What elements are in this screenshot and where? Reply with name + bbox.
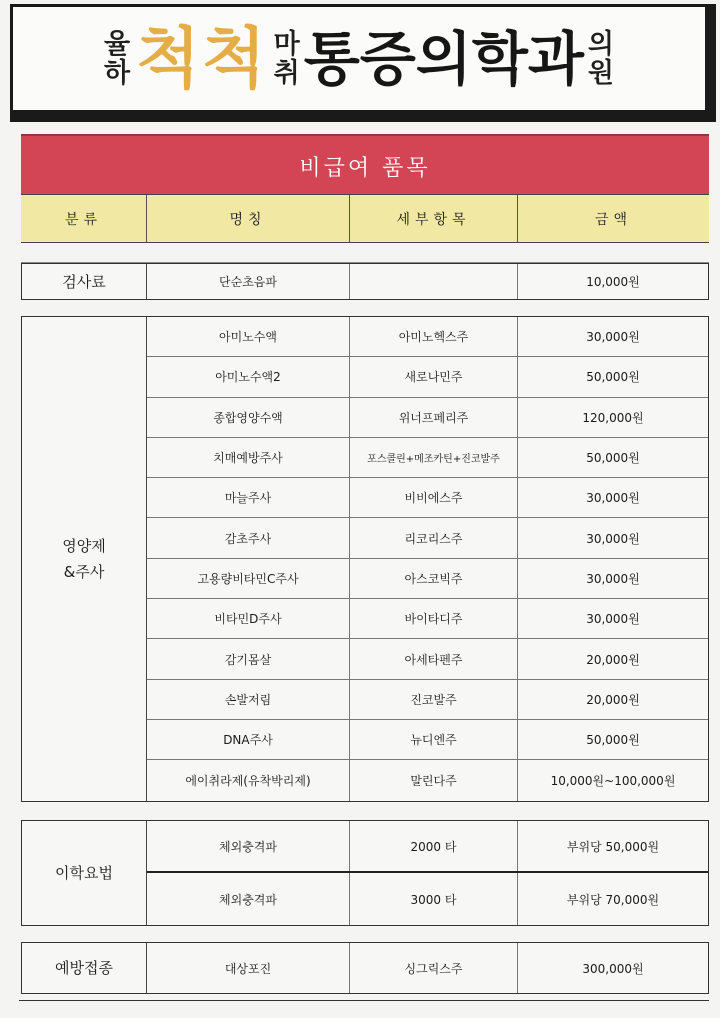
item-name: 치매예방주사 bbox=[147, 438, 350, 477]
clinic-name bbox=[13, 7, 705, 110]
item-detail: 3000 타 bbox=[350, 873, 518, 925]
suffix-char-1: 의 bbox=[587, 28, 614, 60]
item-detail: 아스코빅주 bbox=[350, 559, 518, 598]
item-price: 50,000원 bbox=[586, 451, 640, 466]
table-row bbox=[147, 639, 708, 679]
item-name: 체외충격파 bbox=[147, 821, 350, 871]
item-detail: 새로나민주 bbox=[350, 357, 518, 396]
item-detail: 포스콜린+메조카틴+진코발주 bbox=[350, 438, 518, 477]
clinic-banner bbox=[10, 4, 716, 122]
table-row bbox=[147, 559, 708, 599]
item-price: 300,000원 bbox=[582, 961, 644, 976]
item-name: 에이취라제(유착박리제) bbox=[147, 760, 350, 800]
column-header-price: 금액 bbox=[594, 211, 633, 228]
item-price: 10,000원~100,000원 bbox=[550, 773, 676, 788]
category-label: 이학요법 bbox=[22, 821, 147, 925]
item-name: 손발저림 bbox=[147, 680, 350, 719]
item-name: 단순초음파 bbox=[147, 264, 350, 299]
item-name: 고용량비타민C주사 bbox=[147, 559, 350, 598]
item-name: 아미노수액 bbox=[147, 317, 350, 356]
section-rows bbox=[147, 264, 708, 299]
item-detail: 싱그릭스주 bbox=[350, 943, 518, 993]
section-exam-fees bbox=[21, 263, 709, 300]
item-detail: 비비에스주 bbox=[350, 478, 518, 517]
item-detail: 말린다주 bbox=[350, 760, 518, 800]
suffix-char-2: 원 bbox=[587, 57, 614, 89]
category-label: 예방접종 bbox=[22, 943, 147, 993]
table-row bbox=[147, 599, 708, 639]
item-price: 20,000원 bbox=[586, 652, 640, 667]
item-price: 부위당 50,000원 bbox=[566, 839, 660, 854]
item-price: 30,000원 bbox=[586, 531, 640, 546]
item-detail: 뉴디엔주 bbox=[350, 720, 518, 759]
item-name: DNA주사 bbox=[147, 720, 350, 759]
prefix-char-1: 율 bbox=[104, 28, 131, 60]
item-price: 50,000원 bbox=[586, 370, 640, 385]
item-price: 10,000원 bbox=[586, 275, 640, 289]
table-row bbox=[147, 518, 708, 558]
table-title: 비급여 품목 bbox=[21, 134, 709, 196]
table-row bbox=[147, 760, 708, 800]
item-name: 감초주사 bbox=[147, 518, 350, 557]
item-detail bbox=[350, 264, 518, 299]
table-row bbox=[147, 943, 708, 993]
section-vaccination bbox=[21, 942, 709, 994]
table-row bbox=[147, 720, 708, 760]
item-name: 아미노수액2 bbox=[147, 357, 350, 396]
table-row bbox=[147, 873, 708, 925]
column-header-category: 분류 bbox=[21, 195, 147, 242]
item-detail: 위너프페리주 bbox=[350, 398, 518, 437]
section-rows bbox=[147, 943, 708, 993]
item-price: 부위당 70,000원 bbox=[566, 892, 660, 907]
middle-char-1: 마 bbox=[273, 28, 300, 60]
clinic-name-prefix-column bbox=[104, 30, 130, 88]
divider bbox=[19, 1000, 709, 1001]
item-name: 마늘주사 bbox=[147, 478, 350, 517]
item-name: 비타민D주사 bbox=[147, 599, 350, 638]
table-row bbox=[147, 264, 708, 299]
table-row bbox=[147, 357, 708, 397]
table-row bbox=[147, 317, 708, 357]
section-rows bbox=[147, 317, 708, 801]
item-name: 체외충격파 bbox=[147, 873, 350, 925]
clinic-department-name: 통증의학과 bbox=[303, 24, 584, 93]
category-label: 검사료 bbox=[22, 264, 147, 299]
table-row bbox=[147, 438, 708, 478]
item-price: 120,000원 bbox=[582, 410, 644, 425]
column-header-detail: 세부항목 bbox=[350, 195, 518, 242]
section-rows bbox=[147, 821, 708, 925]
item-detail: 아미노헥스주 bbox=[350, 317, 518, 356]
table-row bbox=[147, 821, 708, 873]
item-detail: 아세타펜주 bbox=[350, 639, 518, 678]
middle-char-2: 취 bbox=[273, 57, 300, 89]
item-detail: 리코리스주 bbox=[350, 518, 518, 557]
section-nutrition-injections bbox=[21, 316, 709, 802]
clinic-name-suffix-column bbox=[588, 30, 614, 88]
category-label: 영양제 &주사 bbox=[22, 317, 147, 801]
column-header-name: 명칭 bbox=[147, 195, 350, 242]
item-name: 대상포진 bbox=[147, 943, 350, 993]
item-price: 30,000원 bbox=[586, 571, 640, 586]
table-row bbox=[147, 478, 708, 518]
item-price: 30,000원 bbox=[586, 330, 640, 345]
table-header-row bbox=[21, 194, 709, 243]
clinic-name-middle-column bbox=[274, 30, 300, 88]
table-row bbox=[147, 680, 708, 720]
item-name: 감기몸살 bbox=[147, 639, 350, 678]
item-name: 종합영양수액 bbox=[147, 398, 350, 437]
item-price: 30,000원 bbox=[586, 612, 640, 627]
section-physical-therapy bbox=[21, 820, 709, 926]
clinic-brand-name: 척척 bbox=[136, 19, 268, 97]
item-detail: 2000 타 bbox=[350, 821, 518, 871]
item-price: 50,000원 bbox=[586, 733, 640, 748]
item-detail: 바이타디주 bbox=[350, 599, 518, 638]
item-price: 30,000원 bbox=[586, 491, 640, 506]
table-row bbox=[147, 398, 708, 438]
prefix-char-2: 하 bbox=[104, 57, 131, 89]
item-price: 20,000원 bbox=[586, 692, 640, 707]
item-detail: 진코발주 bbox=[350, 680, 518, 719]
